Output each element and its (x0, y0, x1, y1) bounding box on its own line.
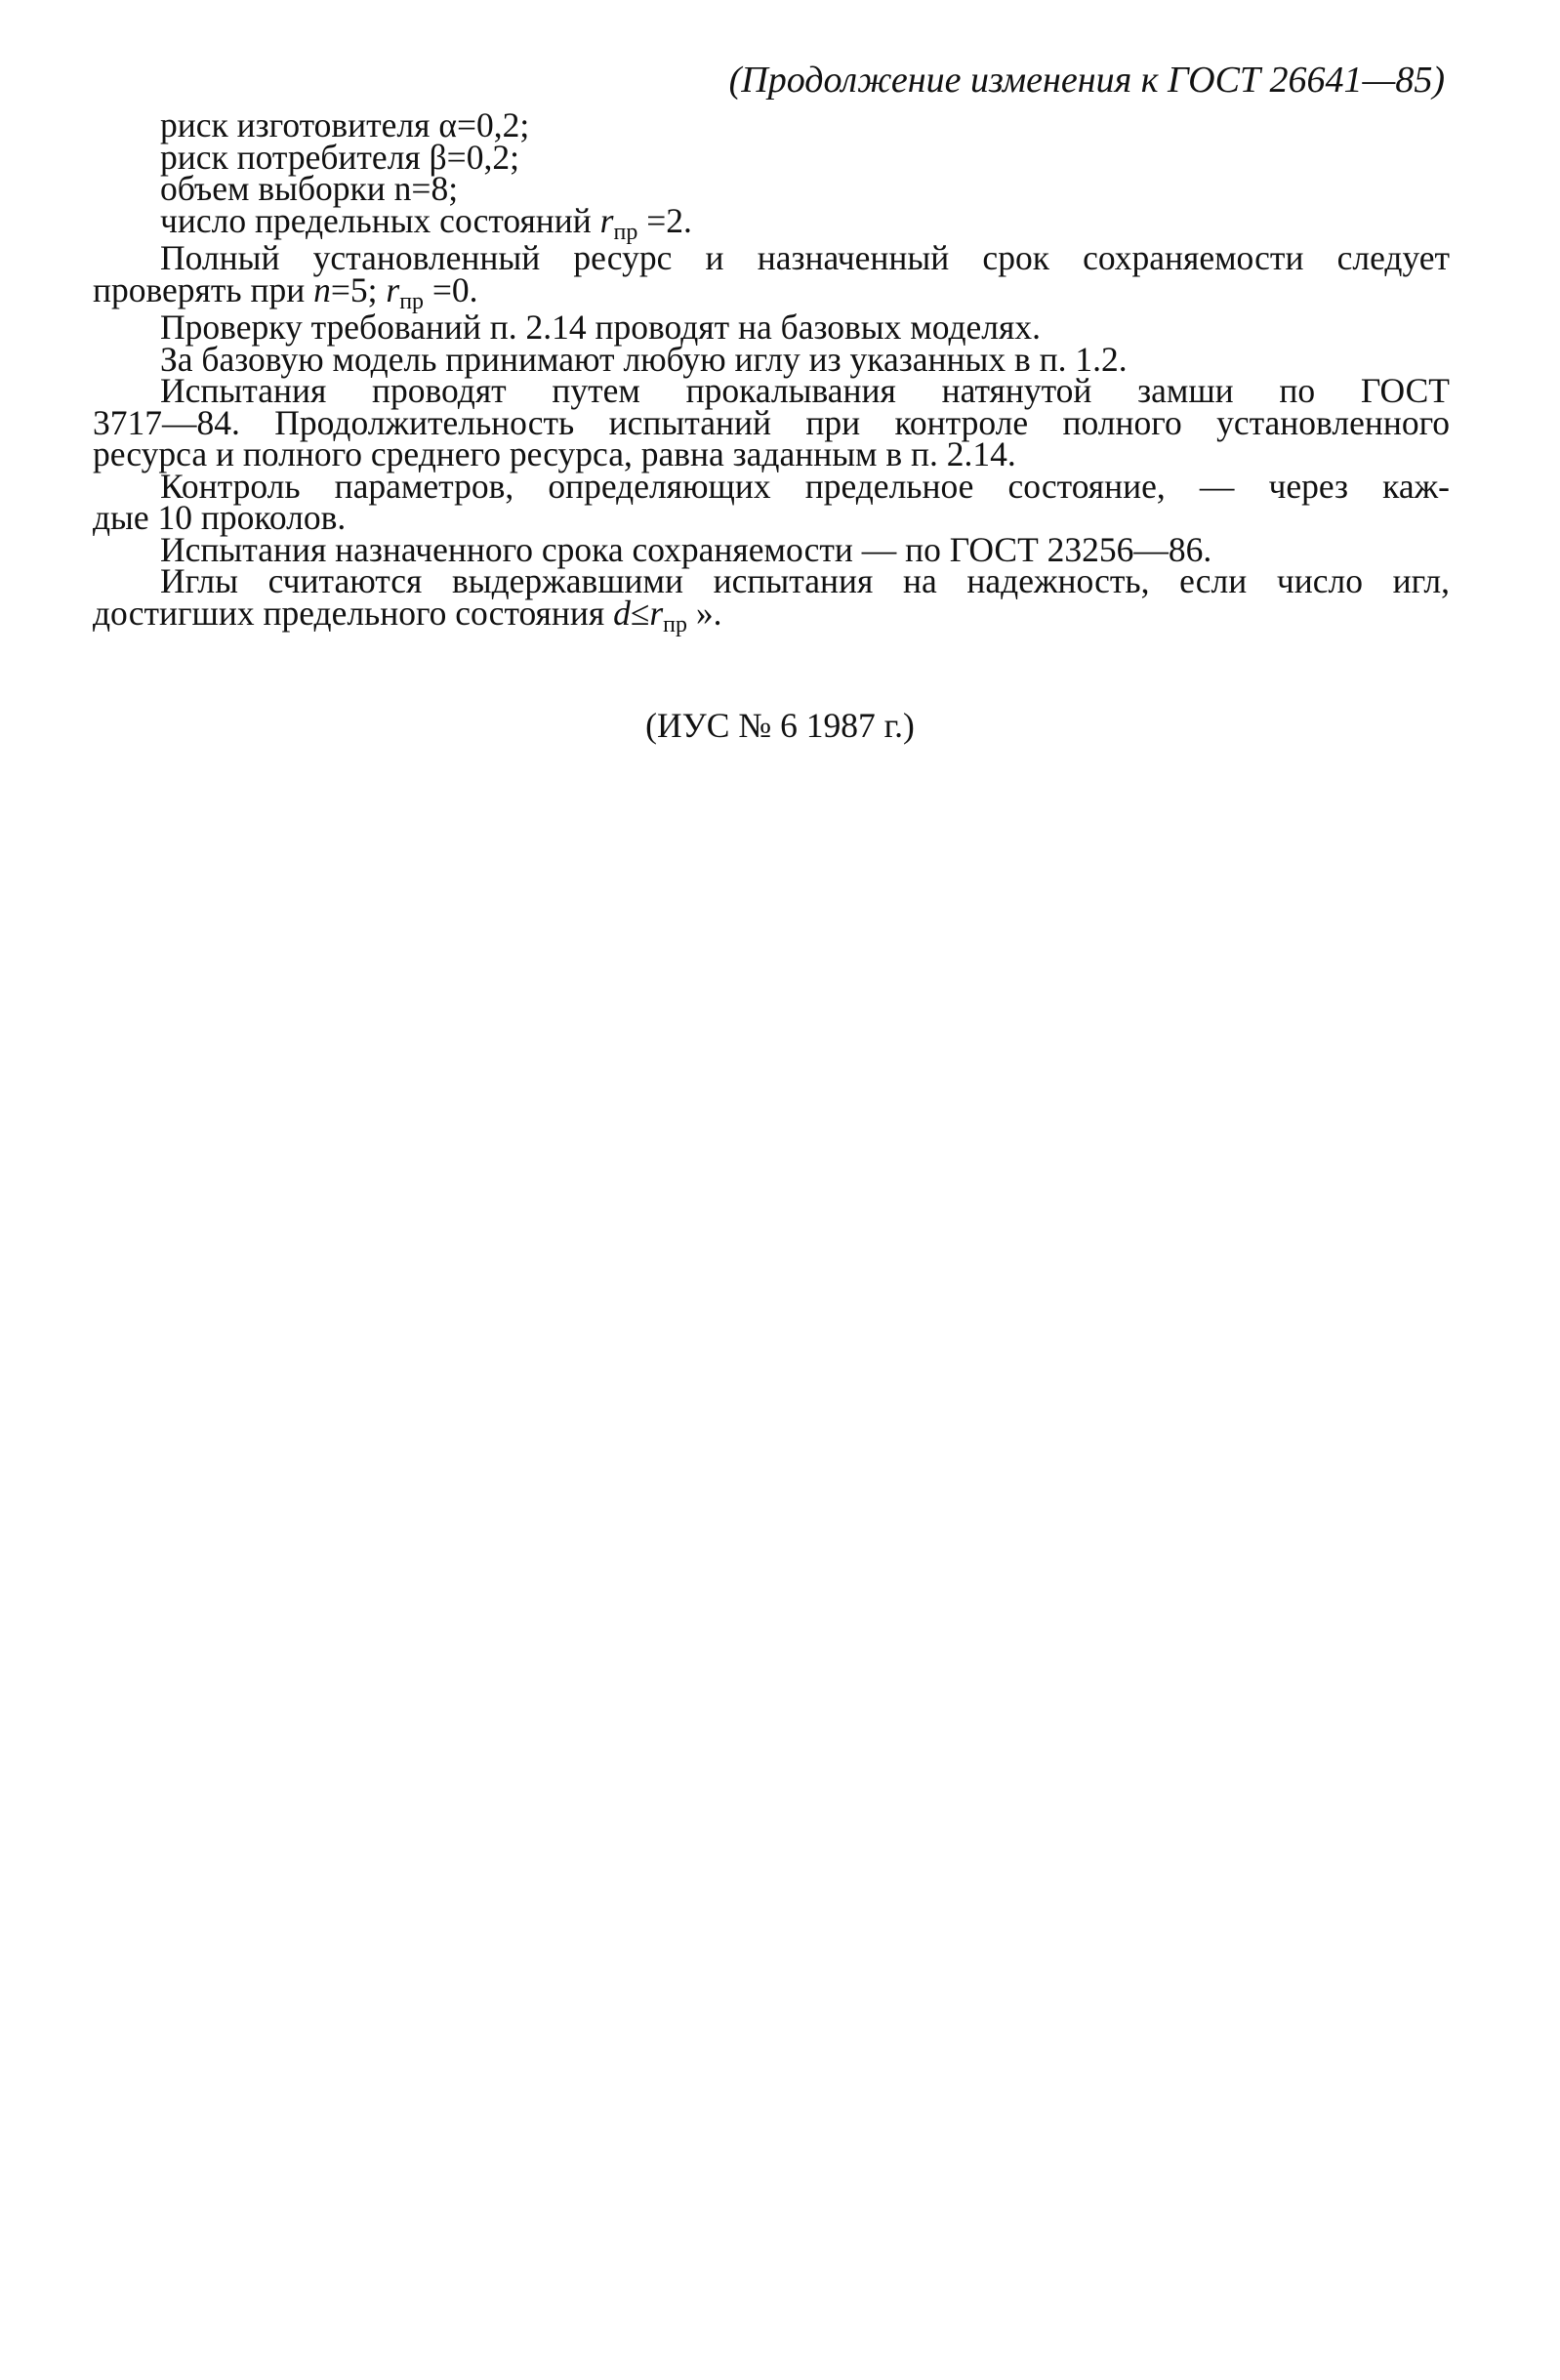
ius-reference: (ИУС № 6 1987 г.) (645, 706, 915, 745)
tests-line-1: Испытания проводят путем прокалывания натянутой замши по ГОСТ (160, 371, 1450, 410)
limit-states-line (93, 200, 1450, 245)
risk-consumer-line: риск потребителя β=0,2; (160, 137, 519, 177)
limit-states-text: число предельных состояний (160, 200, 600, 240)
needles-le: ≤ (630, 593, 650, 633)
control-line-2: дые 10 проколов. (93, 498, 347, 537)
limit-states-value: =2. (637, 200, 692, 240)
continuation-header: (Продолжение изменения к ГОСТ 26641—85) (728, 60, 1445, 101)
full-resource-line-1: Полный установленный ресурс и назначенный срок сохраняемости следует (160, 238, 1450, 277)
needles-line-1: Иглы считаются выдержавшими испытания на надежность, если число игл, (160, 561, 1450, 600)
needles-prefix: достигших предельного состояния (93, 593, 614, 633)
tests-line-2: 3717—84. Продолжительность испытаний при контроле полного установленного (93, 402, 1450, 442)
needles-r: r (649, 593, 664, 633)
full-resource-r: r (386, 269, 400, 309)
limit-states-r: r (599, 200, 614, 240)
needles-line-2 (93, 593, 1450, 637)
sample-size-line: объем выборки n=8; (160, 169, 459, 208)
base-model-line: За базовую модель принимают любую иглу из указанных в п. 1.2. (160, 339, 1128, 379)
needles-suffix: ». (687, 593, 722, 633)
full-resource-n: n (313, 269, 331, 309)
check-requirements-line: Проверку требований п. 2.14 проводят на базовых моделях. (160, 308, 1041, 347)
full-resource-n-value: =5; (330, 269, 387, 309)
limit-states-subscript: пр (613, 219, 638, 245)
needles-subscript: пр (663, 611, 687, 637)
control-line-1: Контроль параметров, определяющих предельное состояние, — через каж- (160, 466, 1450, 506)
full-resource-prefix: проверять при (93, 269, 314, 309)
risk-manufacturer-line: риск изготовителя α=0,2; (160, 105, 530, 144)
full-resource-subscript: пр (399, 288, 425, 314)
amendment-body (93, 105, 1450, 637)
needles-d: d (613, 593, 631, 633)
full-resource-r-value: =0. (424, 269, 478, 309)
full-resource-line-2 (93, 269, 1450, 314)
storage-tests-line: Испытания назначенного срока сохраняемости — по ГОСТ 23256—86. (160, 529, 1212, 569)
tests-line-3: ресурса и полного среднего ресурса, равна заданным в п. 2.14. (93, 434, 1016, 473)
